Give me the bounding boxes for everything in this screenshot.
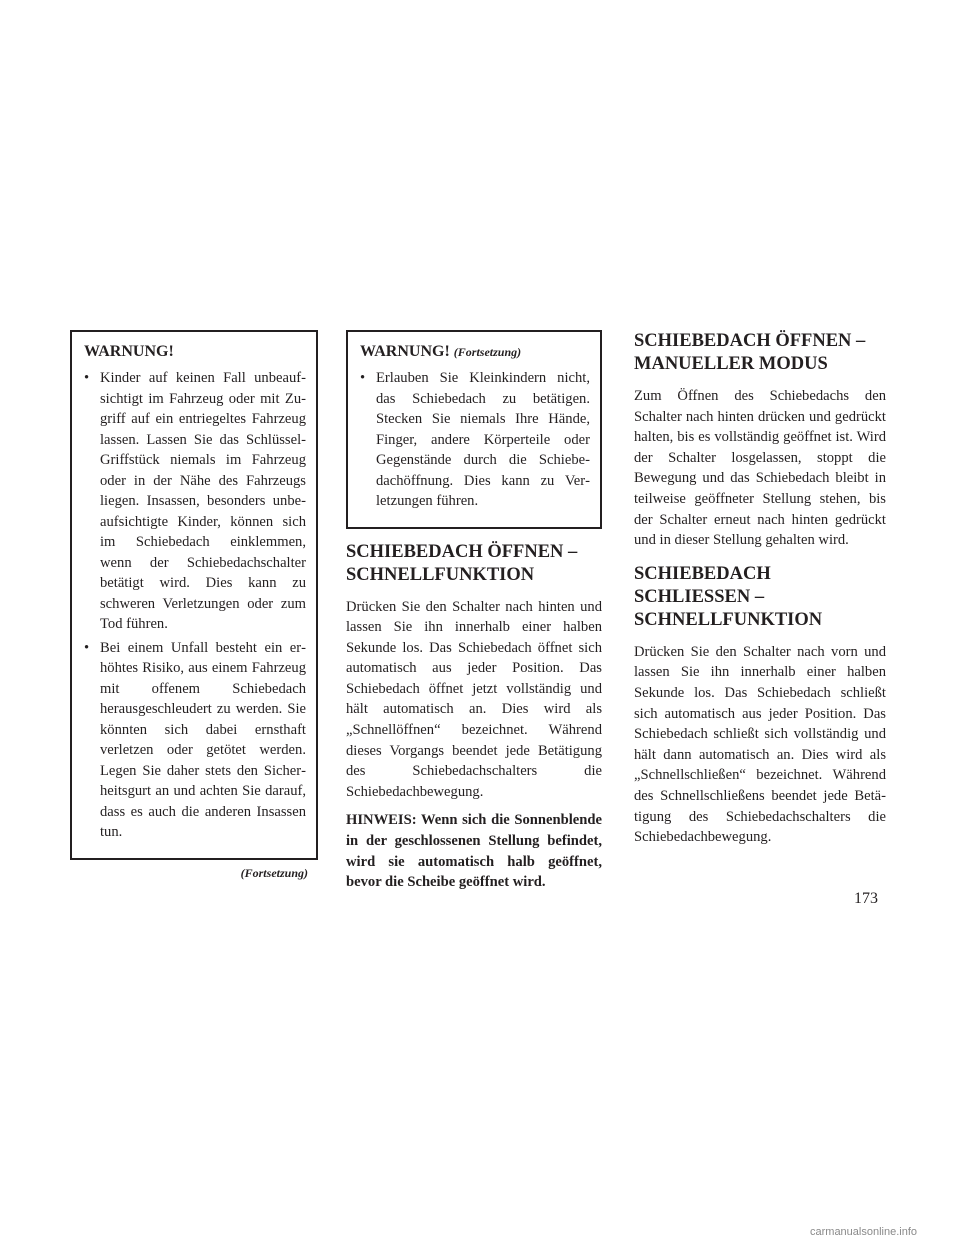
continued-label: (Fortsetzung): [240, 865, 308, 880]
warning-box: [70, 330, 318, 860]
warning-title: [360, 342, 590, 362]
bullet-icon: •: [360, 370, 366, 386]
section-body: Drücken Sie den Schalter nach vorn und lassen Sie ihn innerhalb einer halben Sekunde los. Das Schiebedach schließt sich automatisch aus jeder Position. Das Schiebedach schließt sich vollständig und hält dann automatisch an. Dies wird als „Schnellschließen“ bezeichnet. Während des Schnellschließens beendet jede Betätigung des Schiebedachschalters die Schiebedachbewegung.: [634, 643, 886, 846]
section-heading: SCHIEBEDACH ÖFFNEN – MANUELLER MODUS: [634, 331, 866, 374]
warning-item-text: Erlauben Sie Kleinkindern nicht, das Schiebedach zu betätigen. Stecken Sie niemals Ihre Hände, Finger, andere Körperteile oder Gegenstände durch die Schiebedachöffnung. Dies kann zu Verletzungen führen.: [376, 370, 590, 509]
warning-item-text: Kinder auf keinen Fall unbeaufsichtigt im Fahrzeug oder mit Zugriff auf ein entriegeltes Fahrzeug lassen. Lassen Sie das Schlüssel-Griffstück niemals im Fahrzeug oder in der Nähe des Fahrzeugs liegen. Insassen, besonders unbeaufsichtigte Kinder, können sich im Schiebedach einklemmen, wenn der Schiebedachschalter betätigt wird. Dies kann zu schweren Verletzungen oder zum Tod führen.: [100, 370, 306, 632]
note-text: HINWEIS: Wenn sich die Sonnenblende in der geschlossenen Stellung befindet, wird sie automatisch halb geöffnet, bevor die Scheibe geöffnet wird.: [346, 812, 602, 891]
page-number: 173: [854, 890, 878, 907]
warning-list: [84, 368, 306, 843]
warning-list: [360, 368, 590, 512]
watermark: carmanualsonline.info: [810, 1226, 918, 1238]
warning-item-text: Bei einem Unfall besteht ein erhöhtes Risiko, aus einem Fahrzeug mit offenem Schiebedach herausgeschleudert zu werden. Sie könnten sich dabei ernsthaft verletzen oder getötet werden. Legen Sie daher stets den Sicherheitsgurt an und achten Sie darauf, dass es auch die anderen Insassen tun.: [100, 639, 306, 840]
warning-item: [84, 368, 306, 635]
bullet-icon: •: [84, 639, 90, 656]
warning-title-text: WARNUNG!: [360, 343, 450, 360]
warning-box-continued: [346, 330, 602, 529]
section-body: Drücken Sie den Schalter nach hinten und lassen Sie ihn innerhalb einer halben Sekunde los. Das Schiebedach öffnet sich automatisch aus jeder Position. Das Schiebedach öffnet jetzt vollständig und hält automatisch an. Dies wird als „Schnellöffnen“ bezeichnet. Während dieses Vorgangs beendet jede Betätigung des Schiebedachschalters die Schiebedachbewegung.: [346, 598, 602, 800]
section-heading: SCHIEBEDACH SCHLIESSEN – SCHNELLFUNKTION: [634, 563, 823, 630]
warning-item: [360, 368, 590, 512]
right-column: [634, 330, 886, 856]
warning-continued-label: (Fortsetzung): [453, 345, 522, 359]
bullet-icon: •: [84, 370, 90, 386]
section-body: Zum Öffnen des Schiebedachs den Schalter nach hinten drücken und gedrückt halten, bis es vollständig geöffnet ist. Wird der Schalter losgelassen, stoppt die Bewegung und das Schiebedach bleibt in teilweise geöffneter Stellung stehen, bis der Schalter erneut nach hinten gedrückt und in dieser Stellung gehalten wird.: [634, 388, 886, 549]
warning-title: WARNUNG!: [84, 343, 174, 360]
middle-column: [346, 330, 602, 893]
left-column: [70, 330, 318, 881]
section-heading: SCHIEBEDACH ÖFFNEN – SCHNELLFUNKTION: [346, 541, 578, 585]
warning-item: [84, 638, 306, 843]
